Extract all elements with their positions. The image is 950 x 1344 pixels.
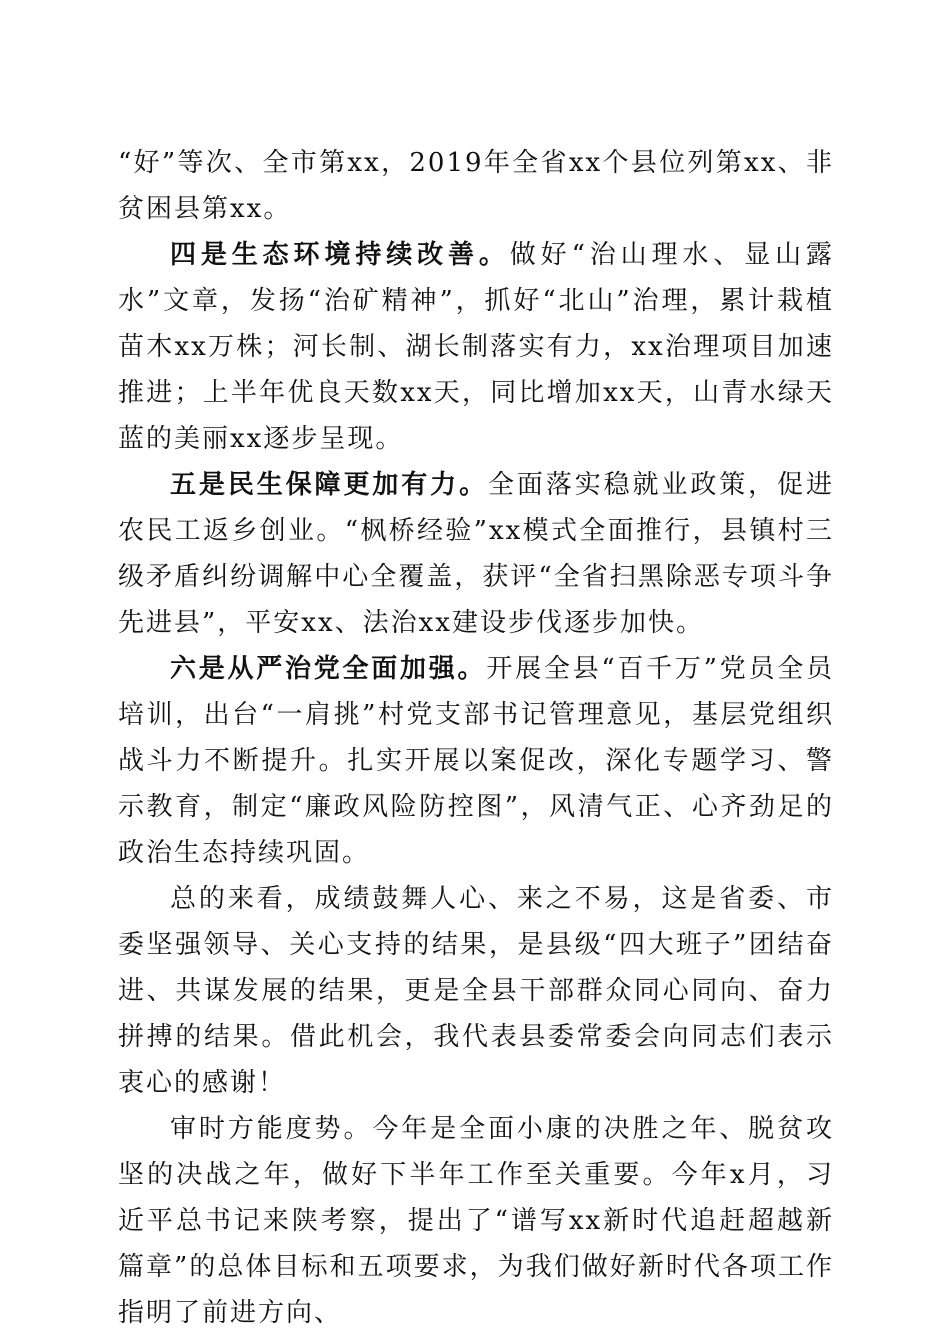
paragraph-outlook — [118, 1106, 834, 1336]
paragraph-body: 总的来看，成绩鼓舞人心、来之不易，这是省委、市委坚强领导、关心支持的结果，是县级“四大班子”团结奋进、共谋发展的结果，更是全县干部群众同心同向、奋力拼搏的结果。借此机会，我代表县委常委会向同志们表示衷心的感谢！ — [118, 884, 834, 1098]
document-body — [118, 140, 834, 1336]
paragraph-lead: 五是民生保障更加有力。 — [170, 470, 488, 500]
paragraph-lead: 六是从严治党全面加强。 — [170, 654, 487, 684]
paragraph-body: 做好“治山理水、显山露水”文章，发扬“治矿精神”，抓好“北山”治理，累计栽植苗木xx万株；河长制、湖长制落实有力，xx治理项目加速推进；上半年优良天数xx天，同比增加xx天，山青水绿天蓝的美丽xx逐步呈现。 — [118, 240, 834, 454]
paragraph-body: 全面落实稳就业政策，促进农民工返乡创业。“枫桥经验”xx模式全面推行，县镇村三级矛盾纠纷调解中心全覆盖，获评“全省扫黑除恶专项斗争先进县”，平安xx、法治xx建设步伐逐步加快。 — [118, 470, 834, 638]
paragraph-lead: 四是生态环境持续改善。 — [170, 240, 510, 270]
paragraph-body: 开展全县“百千万”党员全员培训，出台“一肩挑”村党支部书记管理意见，基层党组织战斗力不断提升。扎实开展以案促改，深化专题学习、警示教育，制定“廉政风险防控图”，风清气正、心齐劲足的政治生态持续巩固。 — [118, 654, 834, 868]
paragraph-body: 审时方能度势。今年是全面小康的决胜之年、脱贫攻坚的决战之年，做好下半年工作至关重要。今年x月，习近平总书记来陕考察，提出了“谱写xx新时代追赶超越新篇章”的总体目标和五项要求，为我们做好新时代各项工作指明了前进方向、 — [118, 1114, 834, 1328]
paragraph-body: “好”等次、全市第xx，2019年全省xx个县位列第xx、非贫困县第xx。 — [118, 148, 834, 224]
paragraph-summary — [118, 876, 834, 1106]
paragraph-party-discipline — [118, 646, 834, 876]
paragraph-livelihood — [118, 462, 834, 646]
paragraph-ecology — [118, 232, 834, 462]
paragraph-continuation — [118, 140, 834, 232]
